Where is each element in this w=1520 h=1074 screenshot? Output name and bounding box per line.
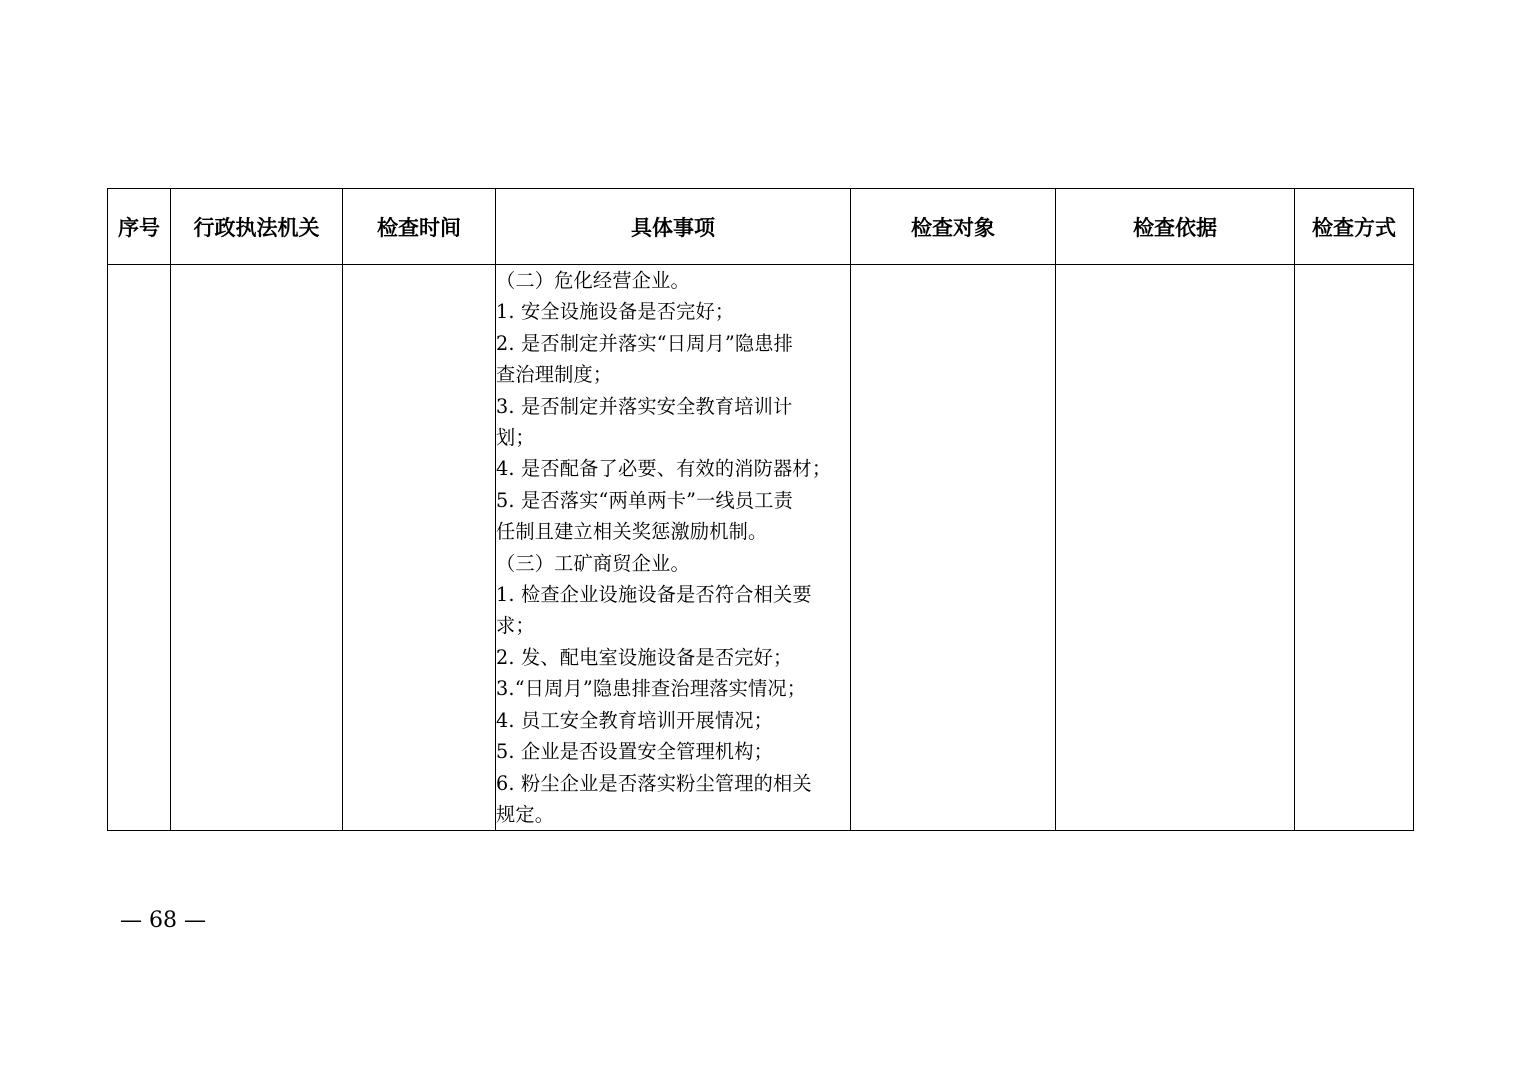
cell-method — [1295, 265, 1414, 831]
header-seq: 序号 — [108, 189, 171, 265]
item-line: 6. 粉尘企业是否落实粉尘管理的相关 — [496, 771, 812, 795]
item-line: 1. 安全设施设备是否完好； — [496, 300, 735, 324]
page-number: — 68 — — [120, 908, 206, 933]
header-basis: 检查依据 — [1056, 189, 1295, 265]
item-line: 5. 企业是否设置安全管理机构； — [496, 740, 774, 764]
cell-time — [343, 265, 496, 831]
item-line: 求； — [496, 614, 535, 638]
item-line: （三）工矿商贸企业。 — [496, 551, 690, 575]
item-line: 划； — [496, 426, 535, 450]
header-target: 检查对象 — [851, 189, 1056, 265]
header-items: 具体事项 — [496, 189, 851, 265]
item-line: 2. 发、配电室设施设备是否完好； — [496, 645, 793, 669]
item-line: 查治理制度； — [496, 363, 613, 387]
header-agency: 行政执法机关 — [171, 189, 343, 265]
cell-agency — [171, 265, 343, 831]
cell-target — [851, 265, 1056, 831]
item-line: 2. 是否制定并落实“日周月”隐患排 — [496, 331, 794, 355]
cell-seq — [108, 265, 171, 831]
table-row — [108, 265, 1414, 831]
header-row — [108, 189, 1414, 265]
header-time: 检查时间 — [343, 189, 496, 265]
item-line: 3. 是否制定并落实安全教育培训计 — [496, 394, 793, 418]
item-line: 5. 是否落实“两单两卡”一线员工责 — [496, 488, 794, 512]
item-line: 3.“日周月”隐患排查治理落实情况； — [496, 677, 807, 701]
item-line: 规定。 — [496, 802, 555, 826]
item-line: （二）危化经营企业。 — [496, 269, 690, 292]
cell-items — [496, 265, 851, 831]
item-line: 任制且建立相关奖惩激励机制。 — [496, 520, 768, 544]
item-line: 1. 检查企业设施设备是否符合相关要 — [496, 583, 812, 607]
inspection-table — [107, 188, 1414, 831]
cell-basis — [1056, 265, 1295, 831]
item-line: 4. 是否配备了必要、有效的消防器材； — [496, 457, 832, 481]
item-line: 4. 员工安全教育培训开展情况； — [496, 708, 774, 732]
header-method: 检查方式 — [1295, 189, 1414, 265]
